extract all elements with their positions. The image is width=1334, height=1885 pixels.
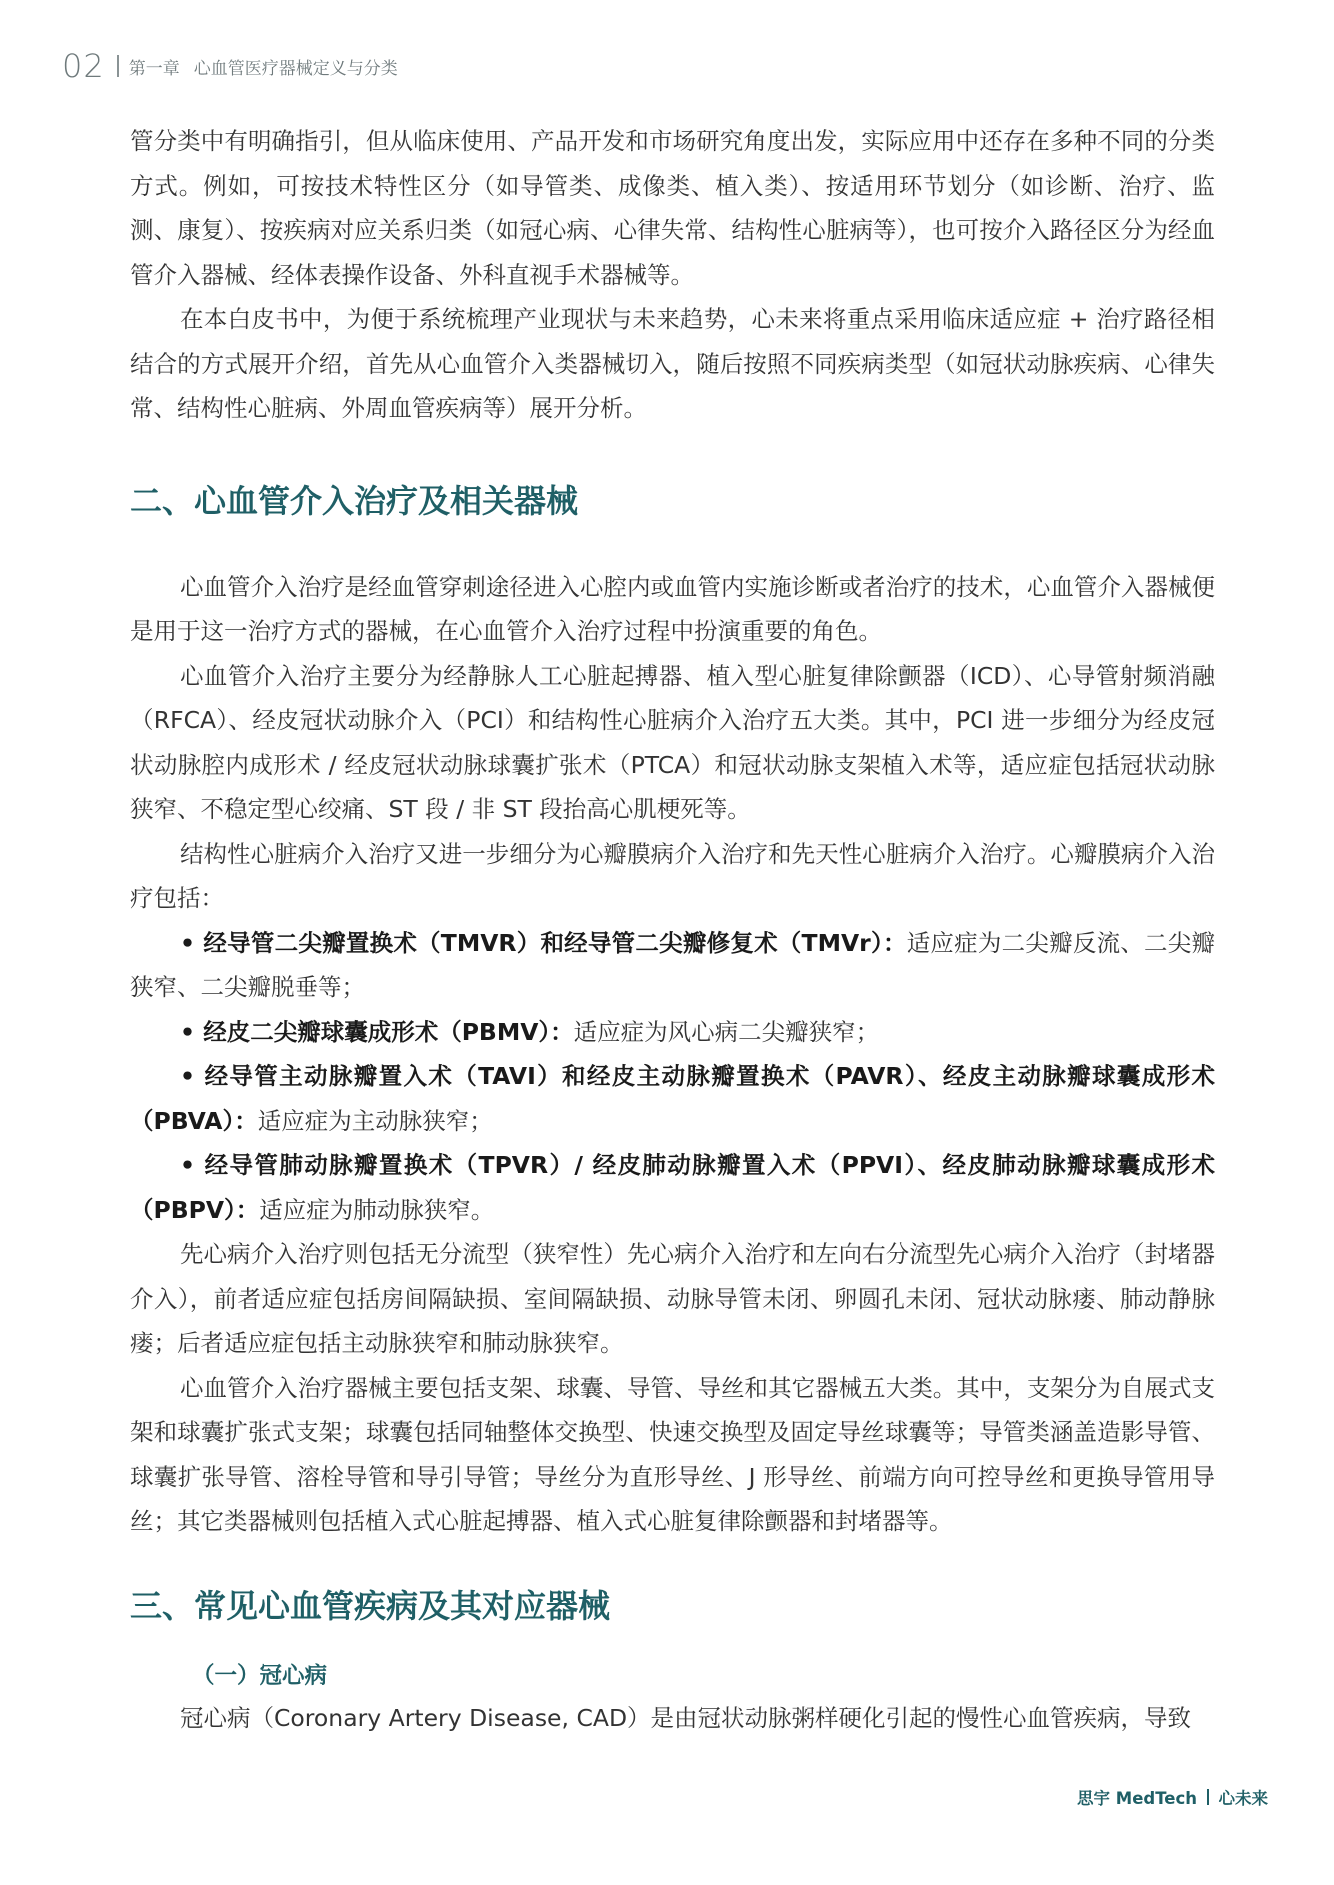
bullet-term: • 经导管肺动脉瓣置换术（TPVR）/ 经皮肺动脉瓣置入术（PPVI）、经皮肺动脉瓣球囊成形术（PBPV）： — [130, 1151, 1215, 1224]
page-footer — [1077, 1785, 1268, 1809]
bullet-desc: 适应症为风心病二尖瓣狭窄； — [573, 1017, 880, 1046]
header-divider — [117, 55, 119, 77]
chapter-label: 第一章 — [128, 58, 180, 79]
footer-brand-right: 心未来 — [1218, 1789, 1268, 1808]
page-body — [130, 119, 1215, 1740]
paragraph-3: 心血管介入治疗是经血管穿刺途径进入心腔内或血管内实施诊断或者治疗的技术，心血管介入器械便是用于这一治疗方式的器械，在心血管介入治疗过程中扮演重要的角色。 — [130, 572, 1215, 645]
paragraph-8: 冠心病（Coronary Artery Disease, CAD）是由冠状动脉粥样硬化引起的慢性心血管疾病，导致 — [180, 1703, 1192, 1732]
paragraph-4: 心血管介入治疗主要分为经静脉人工心脏起搏器、植入型心脏复律除颤器（ICD）、心导管射频消融（RFCA）、经皮冠状动脉介入（PCI）和结构性心脏病介入治疗五大类。其中，PCI 进一步细分为经皮冠状动脉腔内成形术 / 经皮冠状动脉球囊扩张术（PTCA）和冠状动脉支架植入术等，适应症包括冠状动脉狭窄、不稳定型心绞痛、ST 段 / 非 ST 段抬高心肌梗死等。 — [130, 661, 1215, 823]
paragraph-6: 先心病介入治疗则包括无分流型（狭窄性）先心病介入治疗和左向右分流型先心病介入治疗（封堵器介入），前者适应症包括房间隔缺损、室间隔缺损、动脉导管未闭、卵圆孔未闭、冠状动脉瘘、肺动静脉瘘；后者适应症包括主动脉狭窄和肺动脉狭窄。 — [130, 1240, 1215, 1357]
chapter-title: 心血管医疗器械定义与分类 — [193, 58, 398, 79]
bullet-term: • 经导管主动脉瓣置入术（TAVI）和经皮主动脉瓣置换术（PAVR）、经皮主动脉瓣球囊成形术（PBVA）： — [130, 1062, 1215, 1135]
footer-divider — [1207, 1789, 1209, 1805]
paragraph-7: 心血管介入治疗器械主要包括支架、球囊、导管、导丝和其它器械五大类。其中，支架分为自展式支架和球囊扩张式支架；球囊包括同轴整体交换型、快速交换型及固定导丝球囊等；导管类涵盖造影导管、球囊扩张导管、溶栓导管和导引导管；导丝分为直形导丝、J 形导丝、前端方向可控导丝和更换导管用导丝；其它类器械则包括植入式心脏起搏器、植入式心脏复律除颤器和封堵器等。 — [130, 1373, 1215, 1535]
bullet-desc: 适应症为肺动脉狭窄。 — [259, 1195, 495, 1224]
bullet-desc: 适应症为主动脉狭窄； — [257, 1106, 493, 1135]
paragraph-1: 管分类中有明确指引，但从临床使用、产品开发和市场研究角度出发，实际应用中还存在多种不同的分类方式。例如，可按技术特性区分（如导管类、成像类、植入类）、按适用环节划分（如诊断、治疗、监测、康复）、按疾病对应关系归类（如冠心病、心律失常、结构性心脏病等），也可按介入路径区分为经血管介入器械、经体表操作设备、外科直视手术器械等。 — [130, 127, 1215, 289]
section-2-heading: 二、心血管介入治疗及相关器械 — [130, 481, 579, 520]
paragraph-2: 在本白皮书中，为便于系统梳理产业现状与未来趋势，心未来将重点采用临床适应症 + 治疗路径相结合的方式展开介绍，首先从心血管介入类器械切入，随后按照不同疾病类型（如冠状动脉疾病、心律失常、结构性心脏病、外周血管疾病等）展开分析。 — [130, 305, 1215, 422]
bullet-item-pbmv — [130, 1010, 1215, 1055]
bullet-item-tavi — [130, 1054, 1215, 1143]
bullet-term: • 经导管二尖瓣置换术（TMVR）和经导管二尖瓣修复术（TMVr）： — [180, 928, 907, 957]
page-header — [62, 46, 398, 86]
footer-brand-left: 思宇 MedTech — [1077, 1789, 1197, 1808]
bullet-item-tmvr — [130, 921, 1215, 1010]
bullet-term: • 经皮二尖瓣球囊成形术（PBMV）： — [180, 1017, 574, 1046]
paragraph-5: 结构性心脏病介入治疗又进一步细分为心瓣膜病介入治疗和先天性心脏病介入治疗。心瓣膜病介入治疗包括： — [130, 839, 1215, 912]
page-number: 02 — [62, 47, 105, 85]
chapter-heading — [129, 54, 398, 79]
bullet-desc: 适应症为二尖瓣反流、二尖瓣狭窄、二尖瓣脱垂等； — [130, 928, 1216, 1001]
bullet-item-tpvr — [130, 1143, 1215, 1232]
section-3-heading: 三、常见心血管疾病及其对应器械 — [130, 1586, 611, 1625]
subsection-1-heading: （一）冠心病 — [192, 1662, 328, 1689]
